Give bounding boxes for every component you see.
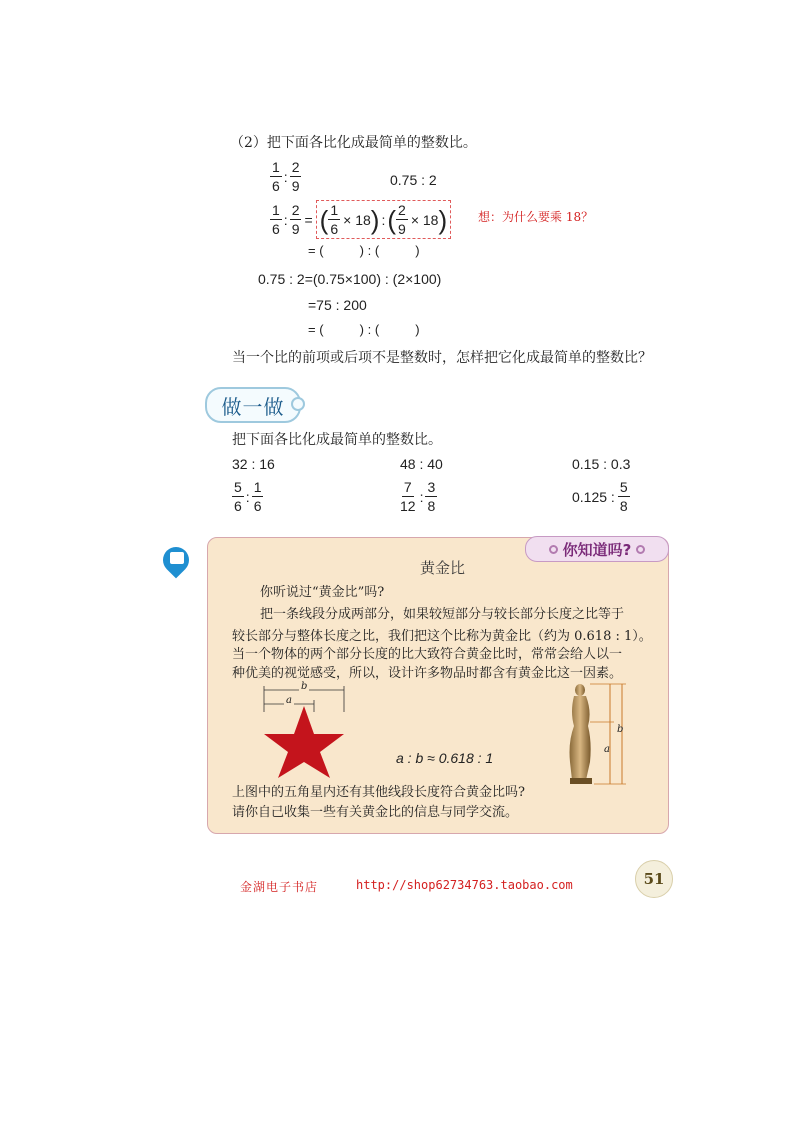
section-question: 当一个比的前项或后项不是整数时，怎样把它化成最简单的整数比？ [232,350,652,366]
statue-label-b: b [617,724,624,735]
example-fraction-ratio: $\frac{1}{6}$ : $\frac{2}{9}$ [272,159,300,194]
footer-shop-url[interactable]: http://shop62734763.taobao.com [356,878,573,892]
info-title: 黄金比 [420,559,466,577]
circle-icon [549,545,558,554]
practice-item-r2c1: $\frac{5}{6}$ : $\frac{1}{6}$ [234,479,262,514]
golden-star-diagram [258,682,350,778]
blank-answer-row-2: = ( ) : ( ) [308,322,420,337]
golden-ratio-formula: a : b ≈ 0.618 : 1 [396,750,494,766]
info-question-2: 请你自己收集一些有关黄金比的信息与同学交流。 [232,805,519,820]
venus-statue-image [560,682,638,786]
section-heading: （2）把下面各比化成最简单的整数比。 [230,135,477,151]
info-question-1: 上图中的五角星内还有其他线段长度符合黄金比吗? [232,785,525,800]
info-paragraph-2-line-1: 把一条线段分成两部分，如果较短部分与较长部分长度之比等于 [260,607,625,622]
red-star-icon [264,706,344,778]
info-paragraph-2-line-2: 较长部分与整体长度之比，我们把这个比称为黄金比（约为 0.618 : 1）。 [232,629,652,644]
pin-inner-icon [170,552,184,564]
info-paragraph-3-line-2: 种优美的视觉感受，所以，设计许多物品时都含有黄金比这一因素。 [232,666,623,681]
practice-instruction: 把下面各比化成最简单的整数比。 [232,432,442,448]
practice-item-r1c2: 48 : 40 [400,456,443,472]
circle-icon [636,545,645,554]
fraction-solution-step: $\frac{1}{6}$ : $\frac{2}{9}$ = ( $\frac{1}{6}$ × 18 ) : ( $\frac{2}{9}$ × 18 ) [270,200,451,239]
practice-item-r1c3: 0.15 : 0.3 [572,456,631,472]
page-number-badge: 51 [635,860,673,898]
decimal-step-2: =75 : 200 [308,297,367,313]
info-paragraph-3-line-1: 当一个物体的两个部分长度的比大致符合黄金比时，常常会给人以一 [232,647,623,662]
star-label-a: a [286,695,292,706]
footer-shop-name: 金湖电子书店 [240,880,319,894]
think-note: 想：为什么要乘 18？ [478,210,594,224]
star-label-b: b [301,681,308,692]
practice-badge: 做一做 [205,387,301,423]
blank-answer-row-1: = ( ) : ( ) [308,243,420,258]
practice-item-r2c2: $\frac{7}{12}$ : $\frac{3}{8}$ [400,479,436,514]
multiply-box: ( $\frac{1}{6}$ × 18 ) : ( $\frac{2}{9}$ × 18 ) [316,200,451,239]
statue-label-a: a [604,744,610,755]
example-decimal-ratio: 0.75 : 2 [390,172,437,188]
did-you-know-tab: 你知道吗? [525,536,669,562]
decimal-step-1: 0.75 : 2=(0.75×100) : (2×100) [258,271,442,287]
info-paragraph-1: 你听说过“黄金比”吗? [260,585,385,600]
practice-item-r2c3: 0.125 : $\frac{5}{8}$ [572,479,628,514]
badge-tail [291,397,305,411]
practice-item-r1c1: 32 : 16 [232,456,275,472]
